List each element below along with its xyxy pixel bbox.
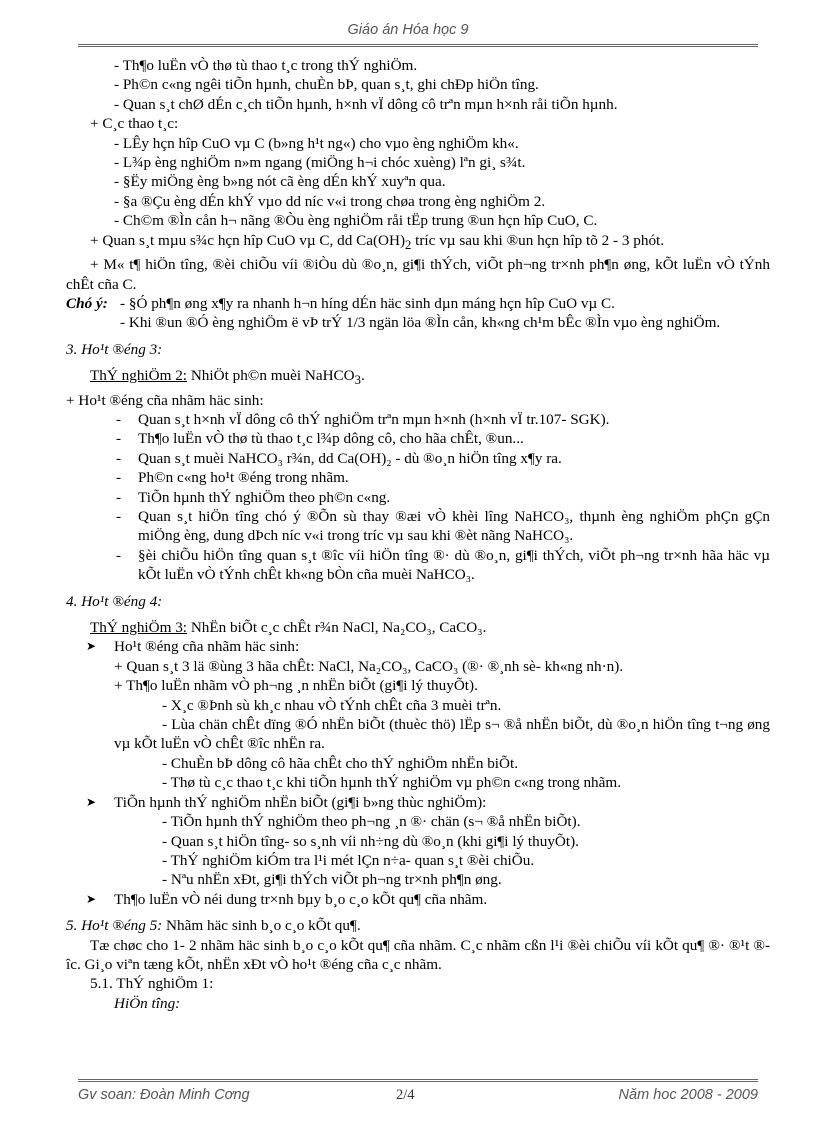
text-line: - Thø tù c¸c thao t¸c khi tiÕn hµnh thÝ nghiÖm vµ ph©n c«ng trong nhãm. [162, 774, 622, 792]
text-line: - Ph©n c«ng ngêi tiÕn hµnh, chuÈn bÞ, quan s¸t, ghi chÐp hiÖn tîng. [114, 76, 539, 94]
arrow-bullet-icon: ➤ [86, 639, 97, 654]
list-item: ➤ Th¶o luËn vÒ néi dung tr×nh bµy b¸o c¸o kÕt qu¶ cña nhãm. [86, 890, 488, 908]
text-line: - §a ®Çu èng dÉn khÝ vµo dd níc v«i trong chøa trong èng nghiÖm 2. [114, 192, 546, 210]
text-line: - §Ëy miÖng èng b»ng nót cã èng dÉn khÝ xuyªn qua. [114, 173, 446, 191]
text-line: + Th¶o luËn nhãm vÒ ph¬ng ¸n nhËn biÕt (gi¶i lý thuyÕt). [114, 677, 478, 695]
text-line: - ChuÈn bÞ dông cô hãa chÊt cho thÝ nghiÖm nhËn biÕt. [162, 754, 519, 772]
list-item: - Quan s¸t hiÖn tîng chó ý ®Õn sù thay ®æi vÒ khèi lîng NaHCO₃, thµnh èng nghiÖm phÇn gÇn miÖng èng, dung dÞch níc v«i trong tríc vµ sau khi ®èt nãng NaHCO₃. [116, 508, 770, 545]
text-line: HiÖn tîng: [114, 994, 181, 1012]
text-line: + C¸c thao t¸c: [90, 115, 179, 133]
text-line: + Quan s¸t 3 lä ®ùng 3 hãa chÊt: NaCl, Na₂CO₃, CaCO₃ (®· ®¸nh sè- kh«ng nh·n). [114, 657, 624, 675]
text-line: - Quan s¸t chØ dÉn c¸ch tiÕn hµnh, h×nh vÏ dông cô trªn mµn h×nh råi tiÕn hµnh. [114, 95, 618, 113]
text-line: - Ch©m ®Ìn cån h¬ nãng ®Òu èng nghiÖm råi tËp trung ®un hçn hîp CuO, C. [114, 212, 598, 230]
section-heading: 5. Ho¹t ®éng 5: Nhãm häc sinh b¸o c¸o kÕt qu¶. [66, 917, 361, 935]
list-item: - Quan s¸t h×nh vÏ dông cô thÝ nghiÖm trªn mµn h×nh (h×nh vÏ tr.107- SGK). [116, 410, 610, 428]
note-block [66, 294, 770, 333]
list-item: - Quan s¸t muèi NaHCO₃ r¾n, dd Ca(OH)₂ - dù ®o¸n hiÖn tîng x¶y ra. [116, 449, 562, 467]
header-rule [78, 44, 758, 47]
text-line: - X¸c ®Þnh sù kh¸c nhau vÒ tÝnh chÊt cña 3 muèi trªn. [162, 696, 502, 714]
arrow-bullet-icon: ➤ [86, 891, 97, 906]
text-line: - Nªu nhËn xÐt, gi¶i thÝch viÕt ph¬ng tr×nh ph¶n øng. [162, 871, 502, 889]
text-line: - Th¶o luËn vÒ thø tù thao t¸c trong thÝ nghiÖm. [114, 57, 418, 74]
arrow-bullet-icon: ➤ [86, 794, 97, 809]
text-line: - Quan s¸t hiÖn tîng- so s¸nh víi nh÷ng dù ®o¸n (khi gi¶i lý thuyÕt). [162, 832, 579, 850]
text-paragraph: - Lùa chän chÊt dïng ®Ó nhËn biÕt (thuèc thö) lËp s¬ ®å nhËn biÕt, dù ®o¸n hiÖn tîng t¬ng øng vµ kÕt luËn vÒ chÊt ®îc nhËn ra. [114, 716, 770, 753]
list-item: - Th¶o luËn vÒ thø tù thao t¸c l¾p dông cô, cho hãa chÊt, ®un... [116, 430, 524, 448]
list-item: - TiÕn hµnh thÝ nghiÖm theo ph©n c«ng. [116, 488, 391, 506]
list-item: ➤ Ho¹t ®éng cña nhãm häc sinh: [86, 638, 300, 656]
footer-author: Gv soan: Đoàn Minh Cơng [78, 1087, 250, 1103]
text-line: - TiÕn hµnh thÝ nghiÖm theo ph¬ng ¸n ®· chän (s¬ ®å nhËn biÕt). [162, 813, 581, 831]
text-line: 5.1. ThÝ nghiÖm 1: [90, 975, 214, 993]
experiment-title: ThÝ nghiÖm 3: NhËn biÕt c¸c chÊt r¾n NaCl, Na₂CO₃, CaCO₃. [90, 619, 487, 637]
page-number: 2/4 [396, 1087, 415, 1103]
footer-rule [78, 1079, 758, 1082]
list-item: ➤ TiÕn hµnh thÝ nghiÖm nhËn biÕt (gi¶i b»ng thùc nghiÖm): [86, 793, 487, 811]
footer-year: Năm hoc 2008 - 2009 [618, 1087, 758, 1103]
section-heading: 3. Ho¹t ®éng 3: [66, 340, 163, 358]
text-line: - LÊy hçn hîp CuO vµ C (b»ng h¹t ng«) cho vµo èng nghiÖm kh«. [114, 134, 519, 152]
experiment-title: ThÝ nghiÖm 2: NhiÖt ph©n muèi NaHCO$_3$. [90, 367, 365, 388]
text-paragraph: Tæ chøc cho 1- 2 nhãm häc sinh b¸o c¸o kÕt qu¶ cña nhãm. C¸c nhãm cßn l¹i ®èi chiÕu víi kÕt qu¶ ®· ®¹t ®îc. Gi¸o viªn tæng kÕt, nhËn xÐt vÒ ho¹t ®éng cña c¸c nhãm. [66, 936, 770, 973]
section-heading: 4. Ho¹t ®éng 4: [66, 592, 163, 610]
text-line: - ThÝ nghiÖm kiÓm tra l¹i mét lÇn n÷a- quan s¸t ®èi chiÕu. [162, 851, 535, 869]
note-label: Chó ý: [66, 294, 108, 312]
document-body [66, 56, 770, 1013]
text-line: - L¾p èng nghiÖm n»m ngang (miÖng h¬i chóc xuèng) lªn gi¸ s¾t. [114, 154, 526, 172]
text-line: + Quan s¸t mµu s¾c hçn hîp CuO vµ C, dd $Ca(OH)_2$ tríc vµ sau khi ®un hçn hîp tõ 2 - 3 phót. [90, 231, 665, 252]
text-paragraph: + M« t¶ hiÖn tîng, ®èi chiÕu víi ®iÒu dù ®o¸n, gi¶i thÝch, viÕt ph¬ng tr×nh ph¶n øng, kÕt luËn vÒ tÝnh chÊt cña C. [66, 256, 770, 293]
text-line: + Ho¹t ®éng cña nhãm häc sinh: [66, 391, 264, 409]
note-text: - §Ó ph¶n øng x¶y ra nhanh h¬n híng dÉn häc sinh dµn máng hçn hîp CuO vµ C. - Khi ®un ®Ó èng nghiÖm ë vÞ trÝ 1/3 ngän löa ®Ìn cån, kh«ng ch¹m bÊc ®Ìn vµo èng nghiÖm. [120, 294, 721, 332]
list-item: - Ph©n c«ng ho¹t ®éng trong nhãm. [116, 469, 349, 487]
page-header: Giáo án Hóa học 9 [347, 22, 469, 38]
list-item: - §èi chiÕu hiÖn tîng quan s¸t ®îc víi hiÖn tîng ®· dù ®o¸n, gi¶i thÝch, viÕt ph¬ng tr×nh hãa häc vµ kÕt luËn vÒ tÝnh chÊt kh«ng bÒn cña muèi NaHCO₃. [116, 546, 770, 584]
